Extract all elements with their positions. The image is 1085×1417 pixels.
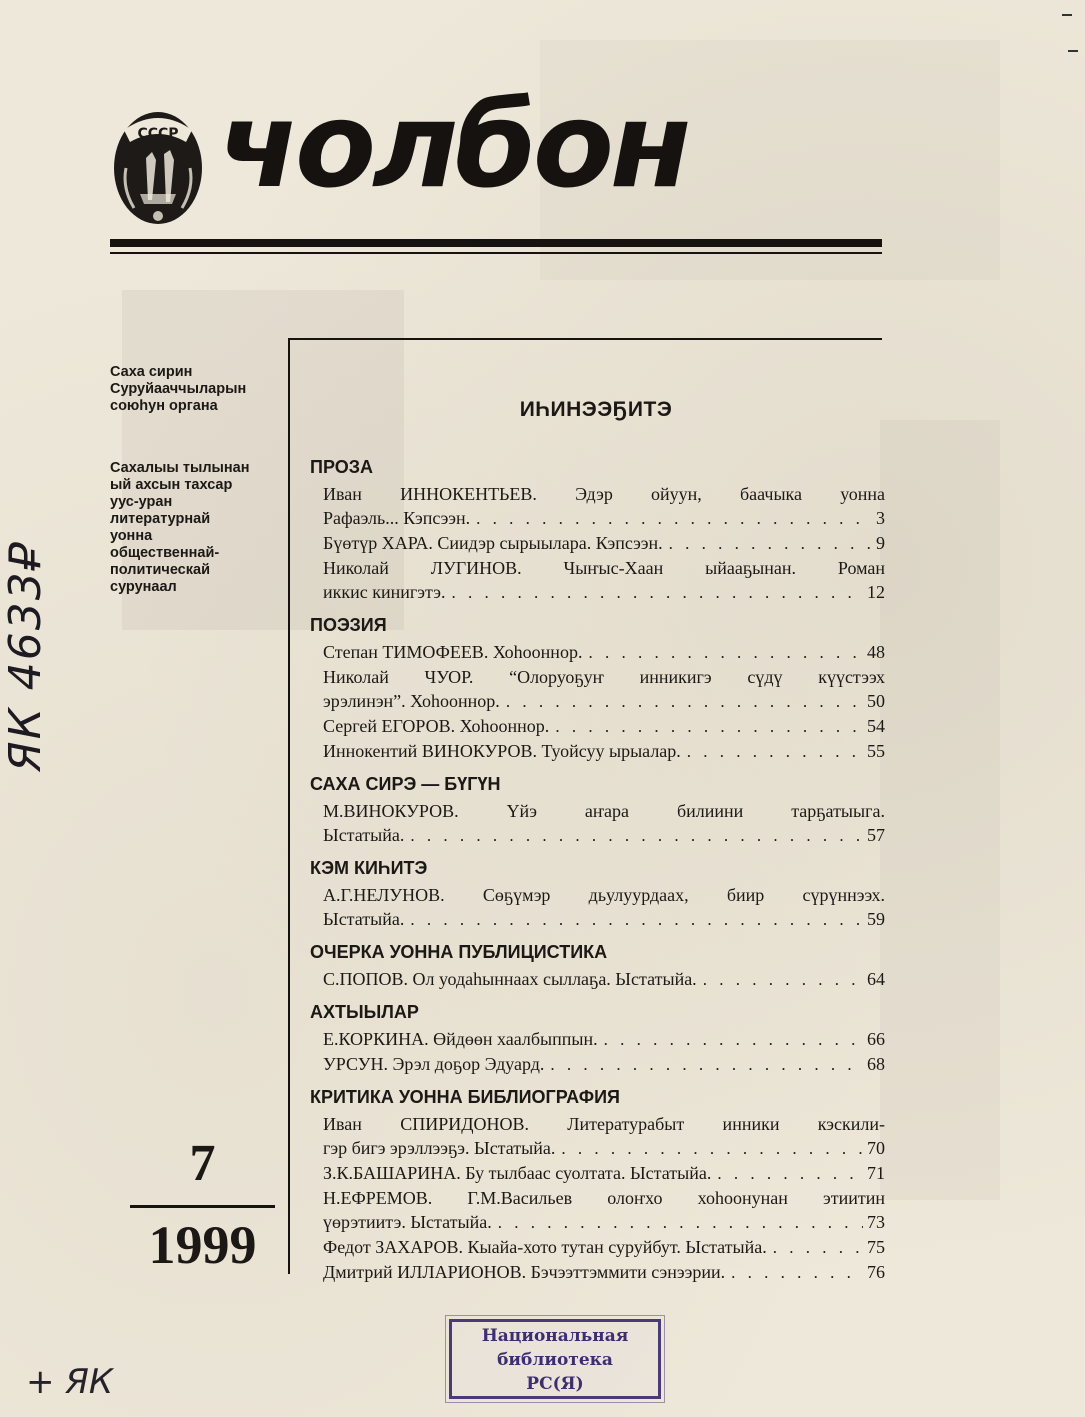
dot-leader [410,908,863,932]
publisher-line: Суруйааччыларын [110,381,247,397]
entry-title: гэр бигэ эрэллээҕэ. Ыстатыйа. [323,1138,556,1158]
entry-title: Рафаэль... Кэпсээн. [323,508,471,528]
contents-entry [310,739,885,764]
dot-leader [476,507,872,531]
page-number: 68 [867,1054,885,1074]
section-heading: КЭМ КИҺИТЭ [310,858,428,878]
dot-leader [703,968,863,992]
contents-entry [310,531,885,556]
contents-section [310,856,885,937]
entry-title: үөрэтиитэ. Ыстатыйа. [323,1212,492,1232]
contents-entry [310,1186,885,1235]
contents-entry [310,1235,885,1260]
publisher-line: Саха сирин [110,364,193,380]
dot-leader [588,641,863,665]
section-heading: КРИТИКА УОННА БИБЛИОГРАФИЯ [310,1087,620,1107]
page-number: 59 [867,909,885,929]
contents-entry [310,665,885,714]
page-number: 70 [867,1138,885,1158]
dot-leader [410,824,863,848]
entry-title: Иннокентий ВИНОКУРОВ. Туойсуу ырыалар. [323,741,681,761]
stamp-line: РС(Я) [526,1374,584,1394]
entry-title: Дмитрий ИЛЛАРИОНОВ. Бэчээттэммити сэнээрии. [323,1262,726,1282]
contents-section [310,1000,885,1082]
contents-entry [310,1052,885,1077]
magazine-title: чолбон [218,76,688,214]
contents-entry [310,883,885,932]
section-heading: АХТЫЫЛАР [310,1002,419,1022]
issue-year: 1999 [148,1215,257,1275]
dot-leader [687,740,863,764]
description-line: литературнай [110,511,211,527]
publisher-line: союһун органа [110,398,218,414]
contents-section [310,455,885,610]
contents-entry [310,1027,885,1052]
contents-entry [310,1161,885,1186]
dot-leader [498,1211,863,1235]
column-divider [288,338,290,1274]
page-number: 9 [876,533,885,553]
description-line: сурунаал [110,579,177,595]
contents-top-rule [288,338,882,340]
entry-title: эрэлинэн”. Хоһооннор. [323,691,500,711]
page-number: 50 [867,691,885,711]
description-line: Сахалыы тылынан [110,460,250,476]
page-number: 12 [867,582,885,602]
section-spacer [310,992,885,997]
contents-entry [310,714,885,739]
page-number: 64 [867,969,885,989]
entry-text-line: Иван СПИРИДОНОВ. Литературабыт инники кэскили- [323,1114,885,1134]
entry-title: З.К.БАШАРИНА. Бу тылбаас суолтата. Ыстатыйа. [323,1163,712,1183]
description-line: уонна [110,528,153,544]
entry-title: Е.КОРКИНА. Өйдөөн хаалбыппын. [323,1029,598,1049]
bleed-through-column [880,420,1000,1200]
emblem-text: СССР [137,126,179,142]
dot-leader [717,1162,863,1186]
section-heading: ОЧЕРКА УОННА ПУБЛИЦИСТИКА [310,942,608,962]
section-spacer [310,1077,885,1082]
handwritten-call-number: ЯК 4633₽ [0,540,51,772]
section-spacer [310,1285,885,1290]
dot-leader [506,690,863,714]
handwritten-note: + ЯК [26,1362,114,1402]
masthead-rule-thin [110,252,882,254]
contents-entry [310,1260,885,1285]
section-spacer [310,764,885,769]
entry-text-line: Иван ИННОКЕНТЬЕВ. Эдэр ойуун, баачыка уонна [323,484,885,504]
page-number: 76 [867,1262,885,1282]
dot-leader [550,1053,863,1077]
page-number: 57 [867,825,885,845]
dot-leader [604,1028,863,1052]
journal-description [110,460,280,596]
page-number: 48 [867,642,885,662]
section-heading: САХА СИРЭ — БҮГҮН [310,774,501,794]
contents-entry [310,967,885,992]
page-number: 3 [876,508,885,528]
entry-text-line: Николай ЧУОР. “Олоруоҕуҥ инникигэ сүдү күүстээх [323,667,885,687]
page-number: 73 [867,1212,885,1232]
section-spacer [310,848,885,853]
entry-text-line: А.Г.НЕЛУНОВ. Сөҕүмэр дьулуурдаах, биир сүрүннээх. [323,885,885,905]
scan-edge-mark [1062,14,1072,16]
dot-leader [731,1261,863,1285]
entry-title: Бүөтүр ХАРА. Сиидэр сырыылара. Кэпсээн. [323,533,663,553]
description-line: общественнай- [110,545,220,561]
entry-title: Федот ЗАХАРОВ. Кыайа-хото тутан суруйбут. Ыстатыйа. [323,1237,767,1257]
section-heading: ПОЭЗИЯ [310,615,387,635]
contents-entry [310,799,885,848]
description-line: уус-уран [110,494,173,510]
entry-text-line: М.ВИНОКУРОВ. Үйэ аҥара билиини тарҕатыыга. [323,801,885,821]
dot-leader [669,532,872,556]
entry-title: иккис кинигэтэ. [323,582,446,602]
contents-entry [310,640,885,665]
scan-edge-mark [1068,50,1078,52]
dot-leader [561,1137,863,1161]
description-line: политическай [110,562,210,578]
contents-section [310,1085,885,1290]
entry-title: Ыстатыйа. [323,825,405,845]
contents-title: ИҺИНЭЭҔИТЭ [519,398,673,421]
page-number: 54 [867,716,885,736]
page-number: 55 [867,741,885,761]
page-number: 66 [867,1029,885,1049]
contents-section [310,613,885,769]
contents-section [310,772,885,853]
entry-title: Сергей ЕГОРОВ. Хоһооннор. [323,716,550,736]
library-stamp [449,1319,661,1399]
section-heading: ПРОЗА [310,457,373,477]
entry-title: Степан ТИМОФЕЕВ. Хоһооннор. [323,642,583,662]
entry-title: УРСУН. Эрэл доҕор Эдуард. [323,1054,545,1074]
dot-leader [773,1236,863,1260]
entry-title: С.ПОПОВ. Ол уодаһыннаах сыллаҕа. Ыстатыйа. [323,969,697,989]
masthead-rule [110,239,882,247]
emblem-icon [112,108,204,226]
contents-entry [310,1112,885,1161]
section-spacer [310,605,885,610]
contents-entry [310,556,885,605]
issue-rule [130,1205,275,1208]
stamp-line: Национальная [481,1326,629,1346]
dot-leader [452,581,863,605]
section-spacer [310,932,885,937]
table-of-contents [310,455,885,1293]
dot-leader [555,715,863,739]
contents-section [310,940,885,997]
page-number: 75 [867,1237,885,1257]
publisher-note [110,364,280,415]
entry-text-line: Н.ЕФРЕМОВ. Г.М.Васильев олоҥхо хоһоонунан этиитин [323,1188,885,1208]
stamp-line: библиотека [497,1350,613,1370]
contents-entry [310,482,885,531]
description-line: ый ахсын тахсар [110,477,233,493]
entry-text-line: Николай ЛУГИНОВ. Чыҥыс-Хаан ыйааҕынан. Роман [323,558,885,578]
issue-number: 7 [189,1135,216,1192]
entry-title: Ыстатыйа. [323,909,405,929]
page-number: 71 [867,1163,885,1183]
